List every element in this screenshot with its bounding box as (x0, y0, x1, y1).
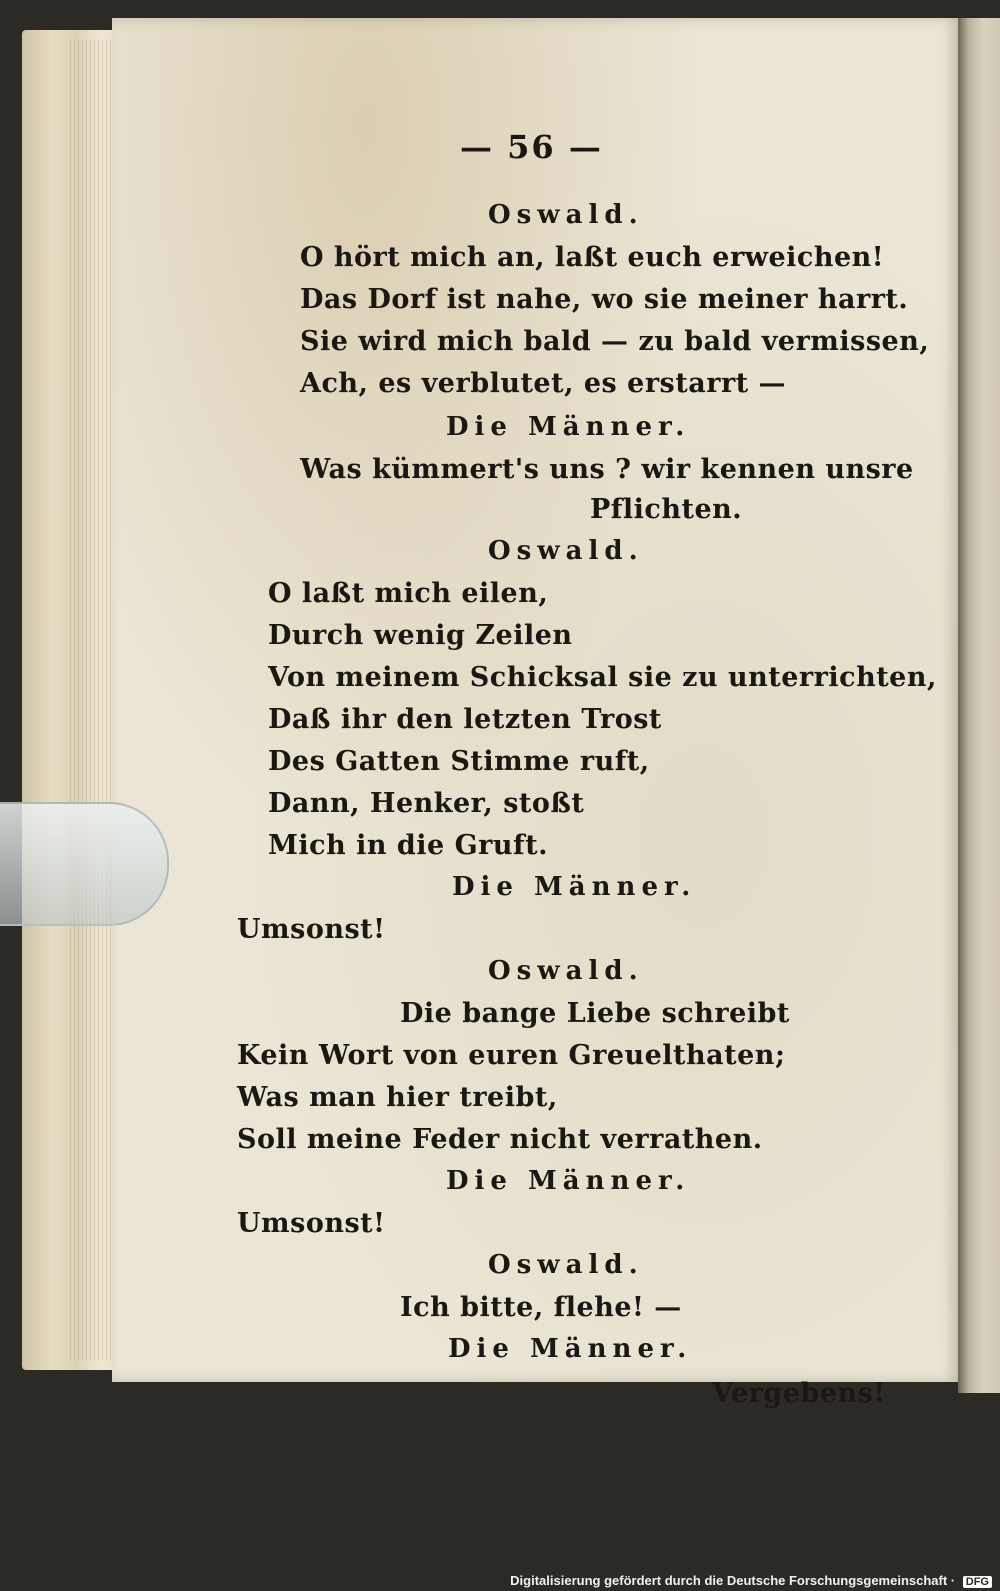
verse-line: O laßt mich eilen, (268, 578, 549, 609)
speaker-maenner: Die Männer. (446, 1166, 691, 1196)
verse-line: Pflichten. (590, 494, 743, 525)
speaker-oswald: Oswald. (488, 1250, 644, 1280)
speaker-maenner: Die Männer. (448, 1334, 693, 1364)
speaker-maenner: Die Männer. (446, 412, 691, 442)
verse-line: Sie wird mich bald — zu bald vermissen, (300, 326, 930, 357)
credit-text: Digitalisierung gefördert durch die Deutsche Forschungsgemeinschaft · (510, 1573, 956, 1588)
verse-line: Ach, es verblutet, es erstarrt — (300, 368, 787, 399)
verse-line: Ich bitte, flehe! — (400, 1292, 682, 1323)
verse-line: Daß ihr den letzten Trost (268, 704, 662, 735)
verse-line: O hört mich an, laßt euch erweichen! (300, 242, 885, 273)
verse-line: Umsonst! (237, 1208, 386, 1239)
verse-line: Soll meine Feder nicht verrathen. (237, 1124, 763, 1155)
verse-line: Was man hier treibt, (237, 1082, 558, 1113)
verse-line: Kein Wort von euren Greuelthaten; (237, 1040, 786, 1071)
verse-line: Durch wenig Zeilen (268, 620, 573, 651)
dfg-logo: DFG (963, 1576, 992, 1588)
verse-line: Von meinem Schicksal sie zu unterrichten, (268, 662, 937, 693)
speaker-maenner: Die Männer. (452, 872, 697, 902)
verse-line: Dann, Henker, stoßt (268, 788, 585, 819)
verse-line: Vergebens! (712, 1378, 886, 1409)
digitization-credit (510, 1573, 992, 1588)
page-stack-lines (70, 40, 116, 1360)
speaker-oswald: Oswald. (488, 956, 644, 986)
speaker-oswald: Oswald. (488, 200, 644, 230)
verse-line: Des Gatten Stimme ruft, (268, 746, 650, 777)
page-number: — 56 — (460, 128, 603, 166)
facing-page-edge (958, 18, 1000, 1393)
page-holder-clip (0, 802, 169, 926)
verse-line: Das Dorf ist nahe, wo sie meiner harrt. (300, 284, 909, 315)
speaker-oswald: Oswald. (488, 536, 644, 566)
verse-line: Mich in die Gruft. (268, 830, 549, 861)
verse-line: Was kümmert's uns ? wir kennen unsre (300, 454, 914, 485)
verse-line: Die bange Liebe schreibt (400, 998, 790, 1029)
verse-line: Umsonst! (237, 914, 386, 945)
